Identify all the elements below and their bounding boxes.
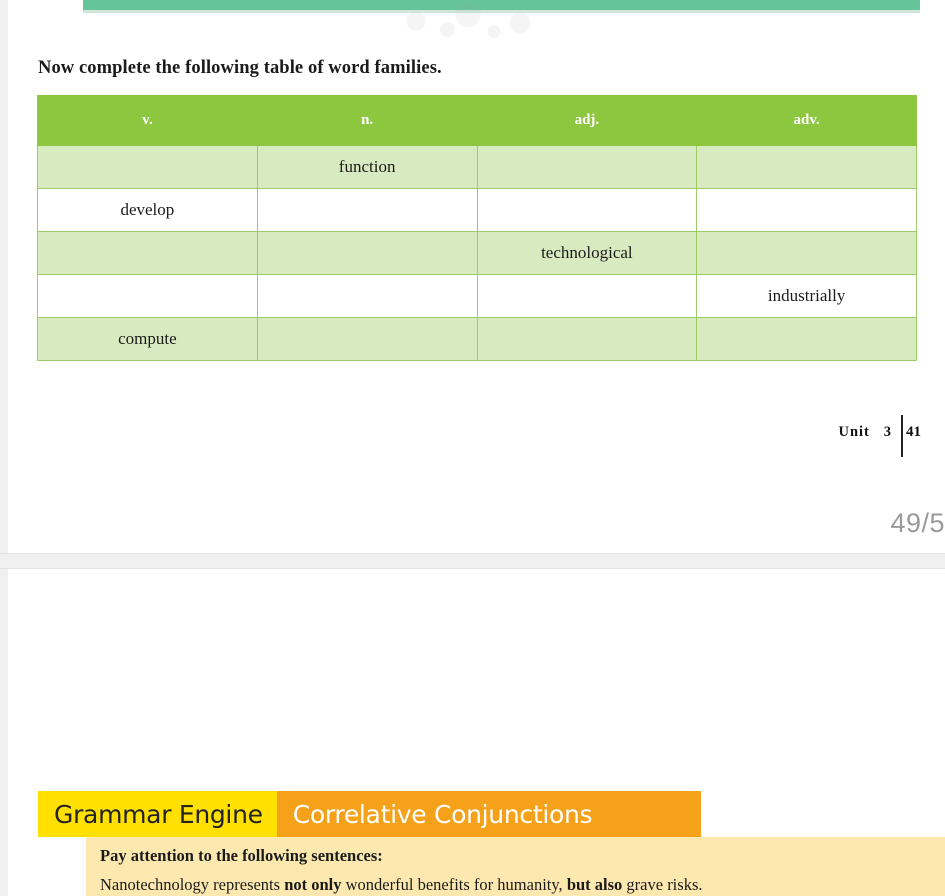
document-page-2: [0, 569, 945, 896]
table-cell[interactable]: [257, 318, 477, 361]
column-header-adjective: adj.: [477, 96, 697, 146]
footer-unit: [838, 424, 892, 441]
table-cell[interactable]: [697, 318, 917, 361]
table-cell[interactable]: [257, 232, 477, 275]
table-cell[interactable]: [477, 146, 697, 189]
grammar-engine-banner: [38, 791, 701, 837]
table-cell[interactable]: [697, 232, 917, 275]
table-row: [38, 146, 917, 189]
page-top-bar-shadow: [83, 10, 920, 13]
table-row: [38, 232, 917, 275]
grammar-engine-subtitle: Correlative Conjunctions: [277, 791, 701, 837]
table-row: [38, 189, 917, 232]
grammar-engine-body: [86, 837, 945, 896]
page-counter: 49/5: [890, 508, 945, 538]
table-cell[interactable]: industrially: [697, 275, 917, 318]
page-separator: [0, 553, 945, 569]
table-cell[interactable]: [38, 232, 258, 275]
page-1-content: [8, 0, 945, 553]
grammar-engine-example: [100, 875, 943, 895]
table-cell[interactable]: function: [257, 146, 477, 189]
footer-unit-label: Unit: [838, 424, 870, 440]
page-top-green-bar: [83, 0, 920, 10]
example-part-bold: not only: [284, 875, 342, 894]
table-row: [38, 318, 917, 361]
table-cell[interactable]: technological: [477, 232, 697, 275]
footer-unit-number: 3: [883, 424, 892, 440]
column-header-adverb: adv.: [697, 96, 917, 146]
table-cell[interactable]: develop: [38, 189, 258, 232]
table-cell[interactable]: [38, 146, 258, 189]
footer-page-number: 41: [906, 424, 921, 440]
grammar-engine-intro: Pay attention to the following sentences:: [100, 846, 383, 865]
table-cell[interactable]: [257, 275, 477, 318]
column-header-verb: v.: [38, 96, 258, 146]
table-cell[interactable]: compute: [38, 318, 258, 361]
table-cell[interactable]: [477, 189, 697, 232]
word-families-table: [37, 95, 917, 361]
example-part: Nanotechnology represents: [100, 875, 285, 894]
column-header-noun: n.: [257, 96, 477, 146]
table-cell[interactable]: [477, 275, 697, 318]
grammar-engine-title: Grammar Engine: [38, 791, 277, 837]
example-part-bold: but also: [566, 875, 623, 894]
table-cell[interactable]: [257, 189, 477, 232]
table-header-row: [38, 96, 917, 146]
table-cell[interactable]: [477, 318, 697, 361]
footer-divider: [901, 415, 903, 457]
exercise-instruction: Now complete the following table of word families.: [38, 58, 442, 78]
example-part: grave risks.: [622, 875, 703, 894]
table-cell[interactable]: [697, 146, 917, 189]
table-cell[interactable]: [697, 189, 917, 232]
table-row: [38, 275, 917, 318]
table-cell[interactable]: [38, 275, 258, 318]
example-part: wonderful benefits for humanity,: [341, 875, 567, 894]
